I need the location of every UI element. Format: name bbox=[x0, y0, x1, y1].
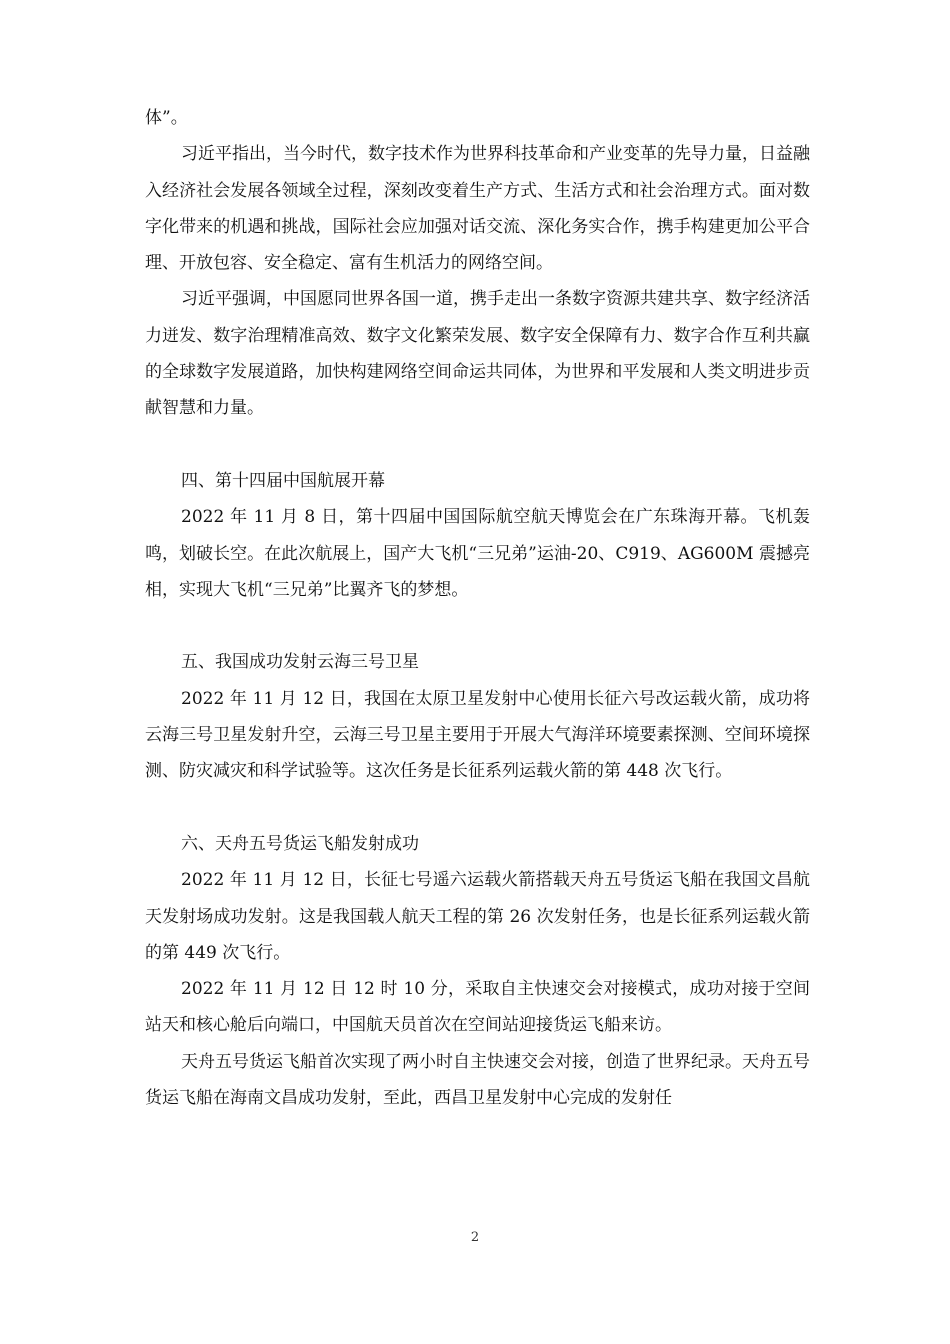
section-heading-satellite: 五、我国成功发射云海三号卫星 bbox=[181, 652, 419, 673]
paragraph-digital-tech: 习近平指出，当今时代，数字技术作为世界科技革命和产业变革的先导力量，日益融入经济社会发展各领域全过程，深刻改变着生产方式、生活方式和社会治理方式。面对数字化带来的机遇和挑战，国际社会应加强对话交流、深化务实合作，携手构建更加公平合理、开放包容、安全稳定、富有生机活力的网络空间。 bbox=[145, 144, 810, 274]
section-heading-airshow: 四、第十四届中国航展开幕 bbox=[181, 470, 385, 491]
paragraph-continuation: 体”。 bbox=[145, 108, 188, 128]
section-spacer bbox=[145, 427, 810, 463]
paragraph-tianzhou-launch: 2022 年 11 月 12 日，长征七号遥六运载火箭搭载天舟五号货运飞船在我国文昌航天发射场成功发射。这是我国载人航天工程的第 26 次发射任务，也是长征系列运载火箭的第 449 次飞行。 bbox=[145, 870, 810, 963]
paragraph-tianzhou-docking: 2022 年 11 月 12 日 12 时 10 分，采取自主快速交会对接模式，成功对接于空间站天和核心舱后向端口，中国航天员首次在空间站迎接货运飞船来访。 bbox=[145, 979, 810, 1036]
paragraph-tianzhou-record: 天舟五号货运飞船首次实现了两小时自主快速交会对接，创造了世界纪录。天舟五号货运飞船在海南文昌成功发射，至此，西昌卫星发射中心完成的发射任 bbox=[145, 1051, 810, 1109]
paragraph-satellite: 2022 年 11 月 12 日，我国在太原卫星发射中心使用长征六号改运载火箭，成功将云海三号卫星发射升空，云海三号卫星主要用于开展大气海洋环境要素探测、空间环境探测、防灾减灾和科学试验等。这次任务是长征系列运载火箭的第 448 次飞行。 bbox=[145, 688, 810, 782]
section-spacer bbox=[145, 608, 810, 644]
paragraph-digital-development: 习近平强调，中国愿同世界各国一道，携手走出一条数字资源共建共享、数字经济活力迸发、数字治理精准高效、数字文化繁荣发展、数字安全保障有力、数字合作互利共赢的全球数字发展道路，加快构建网络空间命运共同体，为世界和平发展和人类文明进步贡献智慧和力量。 bbox=[145, 289, 810, 419]
paragraph-airshow: 2022 年 11 月 8 日，第十四届中国国际航空航天博览会在广东珠海开幕。飞机轰鸣，划破长空。在此次航展上，国产大飞机“三兄弟”运油-20、C919、AG600M 震撼亮相，实现大飞机“三兄弟”比翼齐飞的梦想。 bbox=[145, 507, 810, 600]
document-body bbox=[145, 100, 810, 1116]
section-spacer bbox=[145, 790, 810, 826]
page-number: 2 bbox=[470, 1230, 480, 1245]
section-heading-tianzhou: 六、天舟五号货运飞船发射成功 bbox=[181, 833, 419, 854]
